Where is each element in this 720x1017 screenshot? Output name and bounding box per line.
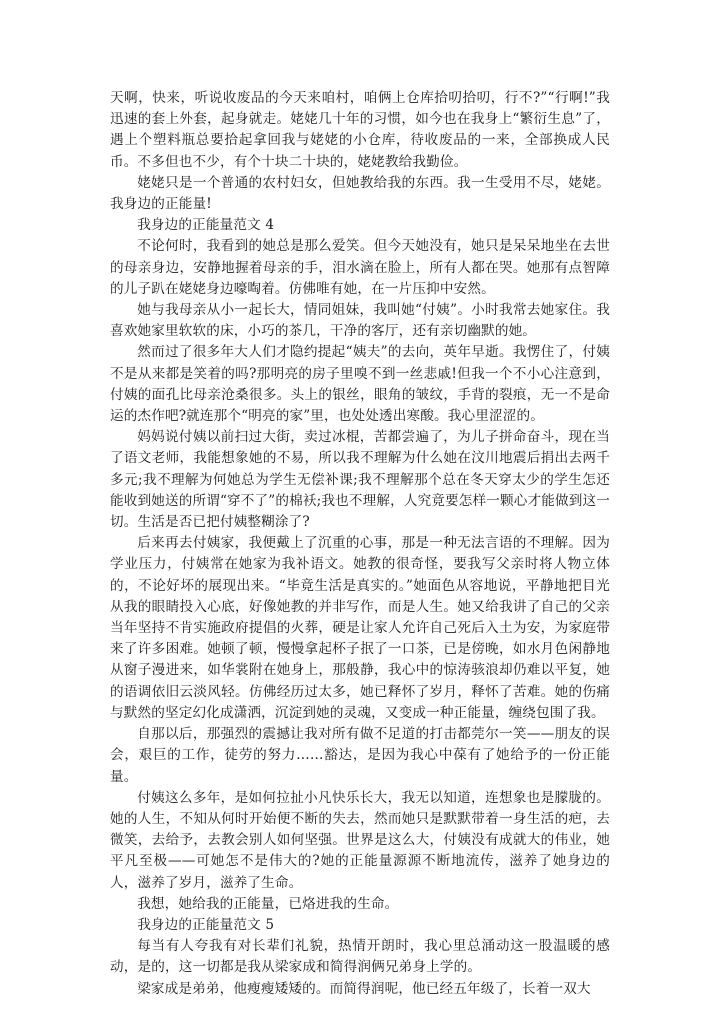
section-heading: 我身边的正能量范文 5: [137, 916, 275, 933]
paragraph: 梁家成是弟弟，他瘦瘦矮矮的。而简得润呢，他已经五年级了，长着一双大: [137, 980, 591, 997]
paragraph: 后来再去付姨家，我便戴上了沉重的心事，那是一种无法言语的不理解。因为学业压力，付姨常在她家为我补语文。她教的很奇怪，要我写父亲时将人物立体的，不论好坏的展现出来。“毕竟生活是真实的。”她面色从容地说，平静地把目光从我的眼睛投入心底，好像她教的并非写作，而是人生。她又给我讲了自己的父亲当年坚持不肯实施政府提倡的火葬，硬是让家人允许自己死后入土为安，为家庭带来了许多困难。她顿了顿，慢慢拿起杯子抿了一口茶，已是傍晚，如水月色闲静地从窗子漫进来，如华裳附在她身上，那般静，我心中的惊涛骇浪却仍难以平复，她的语调依旧云淡风轻。仿佛经历过太多，她已释怀了岁月，释怀了苦难。她的伤痛与默然的坚定幻化成潇洒，沉淀到她的灵魂，又变成一种正能量，缠绕包围了我。: [110, 535, 610, 721]
paragraph: 付姨这么多年，是如何拉扯小凡快乐长大，我无以知道，连想象也是朦胧的。她的人生，不知从何时开始便不断的失去，然而她只是默默带着一身生活的疤，去微笑，去给予，去教会别人如何坚强。世界是这么大，付姨没有成就大的伟业，她平凡至极——可她怎不是伟大的?她的正能量源源不断地流传，滋养了她身边的人，滋养了岁月，滋养了生命。: [110, 789, 610, 891]
paragraph: 她与我母亲从小一起长大，情同姐妹，我叫她“付姨”。小时我常去她家住。我喜欢她家里软软的床，小巧的茶几，干净的客厅，还有亲切幽默的她。: [110, 302, 610, 340]
paragraph: 自那以后，那强烈的震撼让我对所有做不足道的打击都莞尔一笑——朋友的误会，艰巨的工作，徒劳的努力……豁达，是因为我心中葆有了她给予的一份正能量。: [110, 726, 610, 785]
paragraph: 然而过了很多年大人们才隐约提起“姨夫”的去向，英年早逝。我愣住了，付姨不是从来都是笑着的吗?那明亮的房子里嗅不到一丝悲戚!但我一个不小心注意到，付姨的面孔比母亲沧桑很多。头上的银丝，眼角的皱纹，手背的裂痕，无一不是命运的杰作吧?就连那个“明亮的家”里，也处处透出寒酸。我心里涩涩的。: [110, 344, 610, 425]
paragraph: 我想，她给我的正能量，已烙进我的生命。: [137, 895, 399, 912]
paragraph: 不论何时，我看到的她总是那么爱笑。但今天她没有，她只是呆呆地坐在去世的母亲身边，安静地握着母亲的手，泪水滴在脸上，所有人都在哭。她那有点智障的儿子趴在姥姥身边嚎啕着。仿佛唯有她，在一片压抑中安然。: [110, 238, 610, 297]
paragraph: 妈妈说付姨以前扫过大街，卖过冰棍，苦都尝遍了，为儿子拼命奋斗，现在当了语文老师，我能想象她的不易，所以我不理解为什么她在汶川地震后捐出去两千多元;我不理解为何她总为学生无偿补课;我不理解那个总在冬天穿太少的学生怎还能收到她送的所谓“穿不了”的棉袄;我也不理解，人究竟要怎样一颗心才能做到这一切。生活是否已把付姨整糊涂了?: [110, 429, 610, 531]
paragraph: 每当有人夸我有对长辈们礼貌，热情开朗时，我心里总涌动这一股温暖的感动，是的，这一切都是我从梁家成和简得润俩兄弟身上学的。: [110, 938, 610, 976]
section-heading: 我身边的正能量范文 4: [137, 217, 275, 234]
paragraph-continued: 天啊，快来，听说收废品的今天来咱村，咱俩上仓库拾叨拾叨，行不?”“行啊!”我迅速的套上外套，起身就走。姥姥几十年的习惯，如今也在我身上“繁衍生息”了，遇上个塑料瓶总要拾起拿回我与姥姥的小仓库，待收废品的一来，全部换成人民币。不多但也不少，有个十块二十块的，姥姥教给我勤俭。: [110, 90, 610, 170]
document-body: [110, 88, 610, 1000]
paragraph: 姥姥只是一个普通的农村妇女，但她教给我的东西。我一生受用不尽，姥姥。我身边的正能量!: [110, 174, 610, 213]
